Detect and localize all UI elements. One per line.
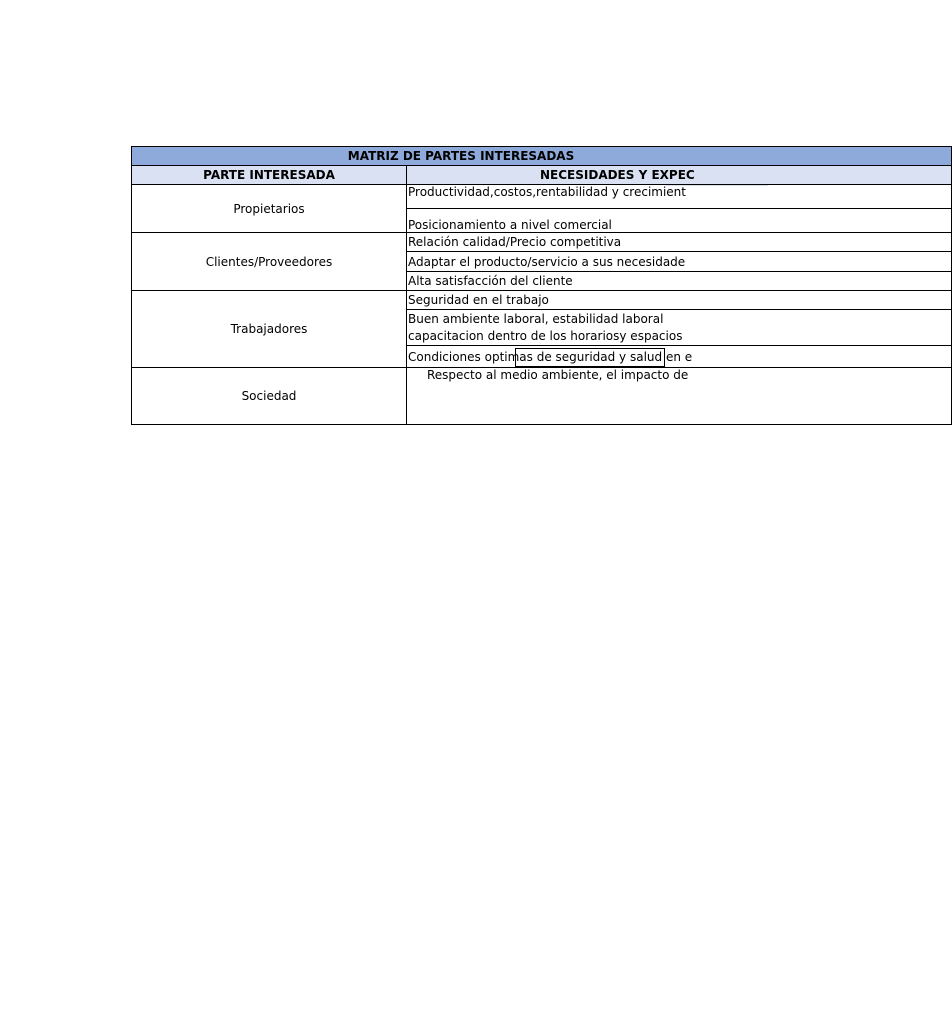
table-row [132, 233, 952, 252]
need-text: Adaptar el producto/servicio a sus necesidade [408, 254, 686, 269]
title-row [132, 147, 952, 166]
stakeholder-matrix-table [131, 146, 952, 425]
need-cell-inner [408, 350, 950, 364]
header-needs-label: NECESIDADES Y EXPEC [540, 168, 695, 182]
matrix-title: MATRIZ DE PARTES INTERESADAS [347, 149, 575, 163]
stakeholder-matrix-sheet [131, 146, 695, 436]
table-row [132, 368, 952, 425]
need-cell[interactable] [407, 252, 952, 272]
party-label: Propietarios [233, 201, 305, 216]
selected-cell-border[interactable] [515, 348, 665, 367]
matrix-title-cell[interactable] [132, 147, 952, 166]
need-cell[interactable] [407, 291, 952, 310]
need-cell[interactable] [407, 209, 952, 233]
need-cell[interactable] [407, 346, 952, 368]
header-row [132, 166, 952, 185]
need-cell[interactable] [407, 328, 952, 346]
header-needs-cell[interactable] [407, 166, 952, 185]
need-text: Buen ambiente laboral, estabilidad laboral [408, 311, 664, 326]
table-row [132, 185, 952, 209]
need-text: Alta satisfacción del cliente [408, 274, 573, 288]
header-party-label: PARTE INTERESADA [203, 168, 335, 182]
need-text: Productividad,costos,rentabilidad y crecimient [408, 185, 686, 199]
need-text: Condiciones optimas de seguridad y salud en e [408, 349, 693, 364]
party-cell-propietarios[interactable] [132, 185, 407, 233]
need-cell[interactable] [407, 272, 952, 291]
need-cell[interactable] [407, 368, 952, 425]
need-text: Posicionamiento a nivel comercial [408, 218, 612, 232]
party-label: Trabajadores [230, 322, 308, 336]
party-cell-trabajadores[interactable] [132, 291, 407, 368]
need-text: Respecto al medio ambiente, el impacto de [427, 368, 689, 382]
party-cell-sociedad[interactable] [132, 368, 407, 425]
need-cell[interactable] [407, 185, 952, 209]
table-row [132, 291, 952, 310]
party-label: Sociedad [241, 389, 297, 403]
header-party-cell[interactable] [132, 166, 407, 185]
need-text: Seguridad en el trabajo [408, 293, 549, 307]
need-text: capacitacion dentro de los horariosy espacios [408, 329, 683, 344]
need-cell[interactable] [407, 310, 952, 328]
party-cell-clientes-proveedores[interactable] [132, 233, 407, 291]
need-text: Relación calidad/Precio competitiva [408, 235, 622, 249]
party-label: Clientes/Proveedores [205, 254, 333, 269]
need-cell[interactable] [407, 233, 952, 252]
